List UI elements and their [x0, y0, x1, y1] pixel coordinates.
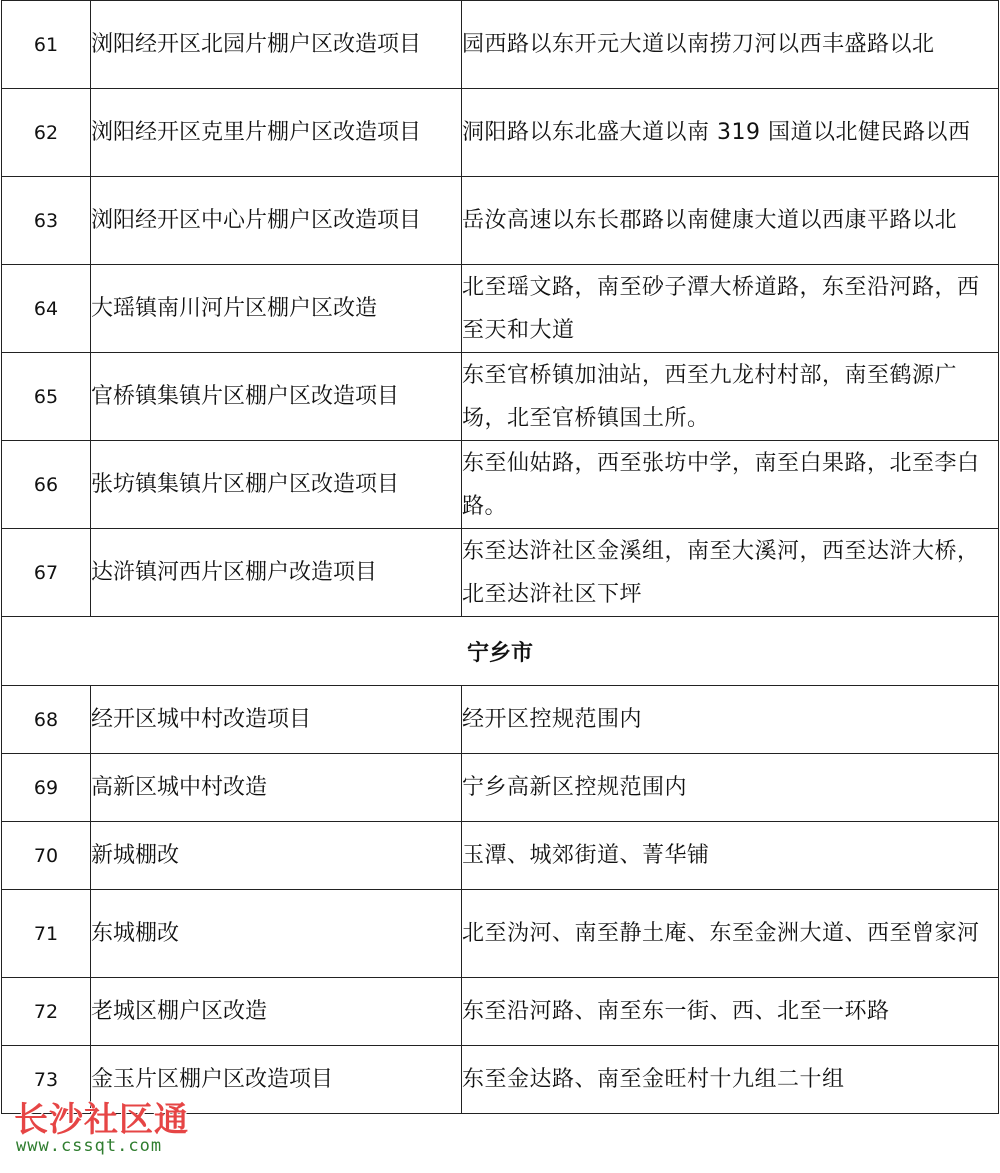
row-number-cell: [2, 754, 91, 822]
row-number-cell: [2, 978, 91, 1046]
row-number: 65: [33, 385, 59, 408]
project-area-cell: [462, 353, 999, 441]
project-name-cell: [91, 1, 462, 89]
project-table: [1, 0, 999, 1114]
project-area-cell: [462, 978, 999, 1046]
table-row: [2, 890, 999, 978]
project-area: 岳汝高速以东长郡路以南健康大道以西康平路以北: [462, 208, 958, 233]
project-area-cell: [462, 1046, 999, 1114]
project-name-cell: [91, 822, 462, 890]
project-area-cell: [462, 1, 999, 89]
project-name: 金玉片区棚户区改造项目: [91, 1067, 334, 1092]
table-row: [2, 754, 999, 822]
row-number: 62: [33, 121, 59, 144]
project-area-cell: [462, 265, 999, 353]
row-number: 72: [33, 1000, 59, 1023]
project-area: 东至沿河路、南至东一街、西、北至一环路: [462, 999, 890, 1024]
project-name-cell: [91, 265, 462, 353]
project-area-cell: [462, 754, 999, 822]
row-number: 64: [33, 297, 59, 320]
project-name-cell: [91, 754, 462, 822]
project-table-body: [2, 1, 999, 1114]
row-number: 70: [33, 844, 59, 867]
row-number: 67: [33, 561, 59, 584]
project-area-cell: [462, 89, 999, 177]
project-name-cell: [91, 686, 462, 754]
project-area: 园西路以东开元大道以南捞刀河以西丰盛路以北: [462, 32, 935, 57]
row-number-cell: [2, 890, 91, 978]
project-name-cell: [91, 89, 462, 177]
project-area-cell: [462, 822, 999, 890]
table-row: [2, 1, 999, 89]
table-row: [2, 353, 999, 441]
row-number-cell: [2, 1, 91, 89]
project-area-cell: [462, 686, 999, 754]
table-row: [2, 265, 999, 353]
table-row: [2, 177, 999, 265]
table-row: [2, 441, 999, 529]
row-number-cell: [2, 529, 91, 617]
project-name-cell: [91, 529, 462, 617]
row-number: 71: [33, 922, 59, 945]
table-row: [2, 529, 999, 617]
project-name-cell: [91, 890, 462, 978]
project-area: 北至沩河、南至静土庵、东至金洲大道、西至曾家河: [462, 921, 980, 946]
table-row: [2, 686, 999, 754]
row-number: 69: [33, 776, 59, 799]
row-number: 63: [33, 209, 59, 232]
section-title: 宁乡市: [2, 617, 999, 686]
project-area: 北至瑶文路，南至砂子潭大桥道路，东至沿河路，西至天和大道: [462, 274, 980, 343]
project-name: 浏阳经开区北园片棚户区改造项目: [91, 32, 422, 57]
project-name: 经开区城中村改造项目: [91, 707, 312, 732]
project-area: 东至金达路、南至金旺村十九组二十组: [462, 1067, 845, 1092]
row-number-cell: [2, 89, 91, 177]
project-area-cell: [462, 177, 999, 265]
project-area: 洞阳路以东北盛大道以南 319 国道以北健民路以西: [462, 120, 971, 145]
project-name: 高新区城中村改造: [91, 775, 268, 800]
project-area: 东至达浒社区金溪组，南至大溪河，西至达浒大桥，北至达浒社区下坪: [462, 538, 980, 607]
row-number-cell: [2, 822, 91, 890]
project-area: 东至仙姑路，西至张坊中学，南至白果路，北至李白路。: [462, 450, 980, 519]
row-number-cell: [2, 177, 91, 265]
project-area-cell: [462, 441, 999, 529]
project-area-cell: [462, 529, 999, 617]
table-row: [2, 978, 999, 1046]
table-row: [2, 822, 999, 890]
project-name-cell: [91, 978, 462, 1046]
project-name: 大瑶镇南川河片区棚户区改造: [91, 296, 378, 321]
row-number-cell: [2, 686, 91, 754]
row-number-cell: [2, 353, 91, 441]
project-name: 老城区棚户区改造: [91, 999, 268, 1024]
project-area-cell: [462, 890, 999, 978]
project-area: 东至官桥镇加油站，西至九龙村村部，南至鹤源广场，北至官桥镇国土所。: [462, 362, 958, 431]
watermark-logo: [2, 1092, 222, 1162]
project-name: 新城棚改: [91, 843, 180, 868]
project-name: 张坊镇集镇片区棚户区改造项目: [91, 472, 400, 497]
project-name: 浏阳经开区中心片棚户区改造项目: [91, 208, 422, 233]
project-name-cell: [91, 441, 462, 529]
table-row: [2, 89, 999, 177]
row-number: 66: [33, 473, 59, 496]
row-number-cell: [2, 265, 91, 353]
project-name: 达浒镇河西片区棚户改造项目: [91, 560, 378, 585]
project-name: 东城棚改: [91, 921, 180, 946]
row-number-cell: [2, 441, 91, 529]
project-area: 宁乡高新区控规范围内: [462, 775, 688, 800]
project-name-cell: [91, 353, 462, 441]
row-number: 73: [33, 1068, 59, 1091]
watermark-title: 长沙社区通: [14, 1100, 189, 1140]
row-number: 68: [33, 708, 59, 731]
project-name-cell: [91, 177, 462, 265]
project-name: 官桥镇集镇片区棚户区改造项目: [91, 384, 400, 409]
project-area: 经开区控规范围内: [462, 707, 643, 732]
watermark-url: www.cssqt.com: [16, 1136, 163, 1156]
project-area: 玉潭、城郊街道、菁华铺: [462, 843, 710, 868]
project-name: 浏阳经开区克里片棚户区改造项目: [91, 120, 422, 145]
row-number: 61: [33, 33, 59, 56]
section-row: [2, 617, 999, 686]
